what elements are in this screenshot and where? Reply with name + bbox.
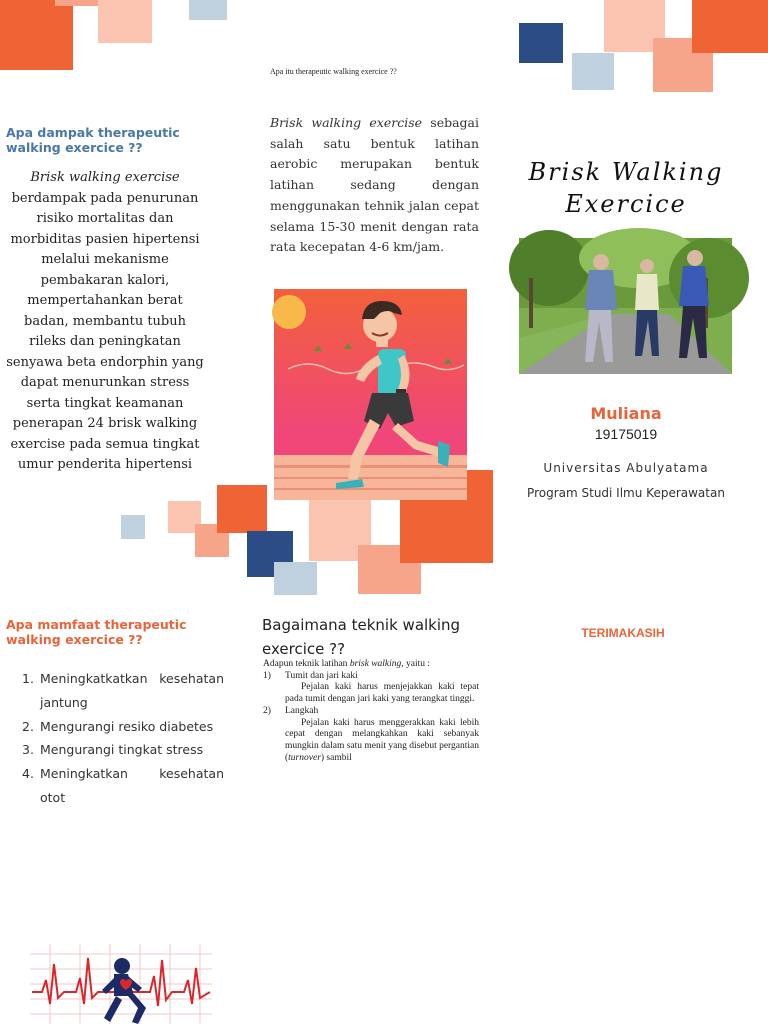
step-title: Tumit dan jari kaki: [285, 670, 358, 681]
step-text-post: ) sambil: [320, 752, 352, 763]
deco-square: [0, 0, 73, 70]
list-item: [10, 715, 224, 739]
study-program: Program Studi Ilmu Keperawatan: [527, 486, 725, 500]
author-name: Muliana: [590, 404, 662, 423]
running-man-illustration: [274, 289, 467, 500]
list-number: 2.: [22, 718, 34, 734]
definition-question: Apa itu therapeutic walking exercice ??: [270, 67, 397, 76]
technique-body: [263, 659, 479, 792]
women-walking-photo: [519, 238, 732, 374]
technique-step: [263, 706, 479, 765]
deco-square: [274, 562, 317, 595]
technique-heading: Bagaimana teknik walking exercice ??: [262, 616, 461, 658]
deco-square: [98, 0, 152, 43]
step-text-pre: Pejalan kaki harus menggerakkan kaki lebih cepat dengan melangkahkan kaki sebanyak mungkin dalam satu menit yang disebut pergantian (: [285, 717, 480, 763]
benefits-heading: Apa mamfaat therapeutic walking exercice ??: [6, 617, 187, 647]
deco-square: [217, 485, 267, 533]
impact-heading: Apa dampak therapeutic walking exercice ??: [6, 125, 180, 155]
deco-square: [121, 515, 145, 539]
definition-intro: Brisk walking exercise: [270, 115, 423, 130]
university-name: Universitas Abulyatama: [543, 461, 709, 475]
definition-text: sebagai salah satu bentuk latihan aerobic merupakan bentuk latihan sedang dengan menggunakan tehnik jalan cepat selama 15-30 menit dengan rata rata kecepatan 4-6 km/jam.: [270, 115, 479, 255]
intro-post: , yaitu :: [401, 659, 431, 669]
step-number: 2): [263, 705, 271, 716]
list-text: Meningkatkatkan kesehatan: [40, 671, 224, 686]
brochure-title: Brisk Walking Exercice: [528, 158, 724, 218]
list-item: [10, 738, 224, 762]
deco-square: [572, 53, 614, 90]
definition-body: [270, 113, 479, 258]
step-title: Langkah: [285, 705, 319, 716]
list-text-rest: jantung: [40, 694, 88, 710]
technique-step: [263, 671, 479, 706]
step-text: [285, 718, 479, 765]
deco-square: [189, 0, 227, 20]
list-item: [10, 667, 224, 715]
impact-body: [4, 168, 206, 476]
list-text: Mengurangi resiko diabetes: [40, 718, 214, 734]
list-number: 1.: [22, 671, 34, 686]
list-item: [10, 762, 224, 810]
list-text-rest: otot: [40, 789, 66, 805]
intro-italic: brisk walking: [349, 659, 402, 669]
list-text: Mengurangi tingkat stress: [40, 742, 204, 758]
deco-square: [692, 0, 768, 53]
technique-intro: [263, 659, 479, 671]
deco-square: [519, 23, 563, 63]
benefits-list: [10, 667, 224, 805]
step-text: Pejalan kaki harus menjejakkan kaki tepat pada tumit dengan jari kaki yang terangkat tinggi.: [285, 682, 479, 705]
list-number: 4.: [22, 766, 34, 782]
impact-text: berdampak pada penurunan risiko mortalitas dan morbiditas pasien hipertensi melalui mekanisme pembakaran kalori, mempertahankan berat badan, membantu tubuh rileks dan peningkatan senyawa beta endorphin yang dapat menurunkan stress serta tingkat keamanan penerapan 24 brisk walking exercise pada semua tingkat umur penderita hipertensi: [6, 190, 204, 472]
thank-you-text: TERIMAKASIH: [581, 626, 665, 640]
student-id: 19175019: [594, 426, 658, 442]
list-text: Meningkatkan kesehatan: [40, 766, 224, 782]
list-number: 3.: [22, 742, 34, 758]
step-text-italic: turnover: [288, 752, 321, 763]
heartbeat-runner-icon: [30, 944, 212, 1024]
impact-intro: Brisk walking exercise: [30, 170, 180, 185]
step-number: 1): [263, 670, 271, 681]
intro-pre: Adapun teknik latihan: [263, 659, 350, 669]
